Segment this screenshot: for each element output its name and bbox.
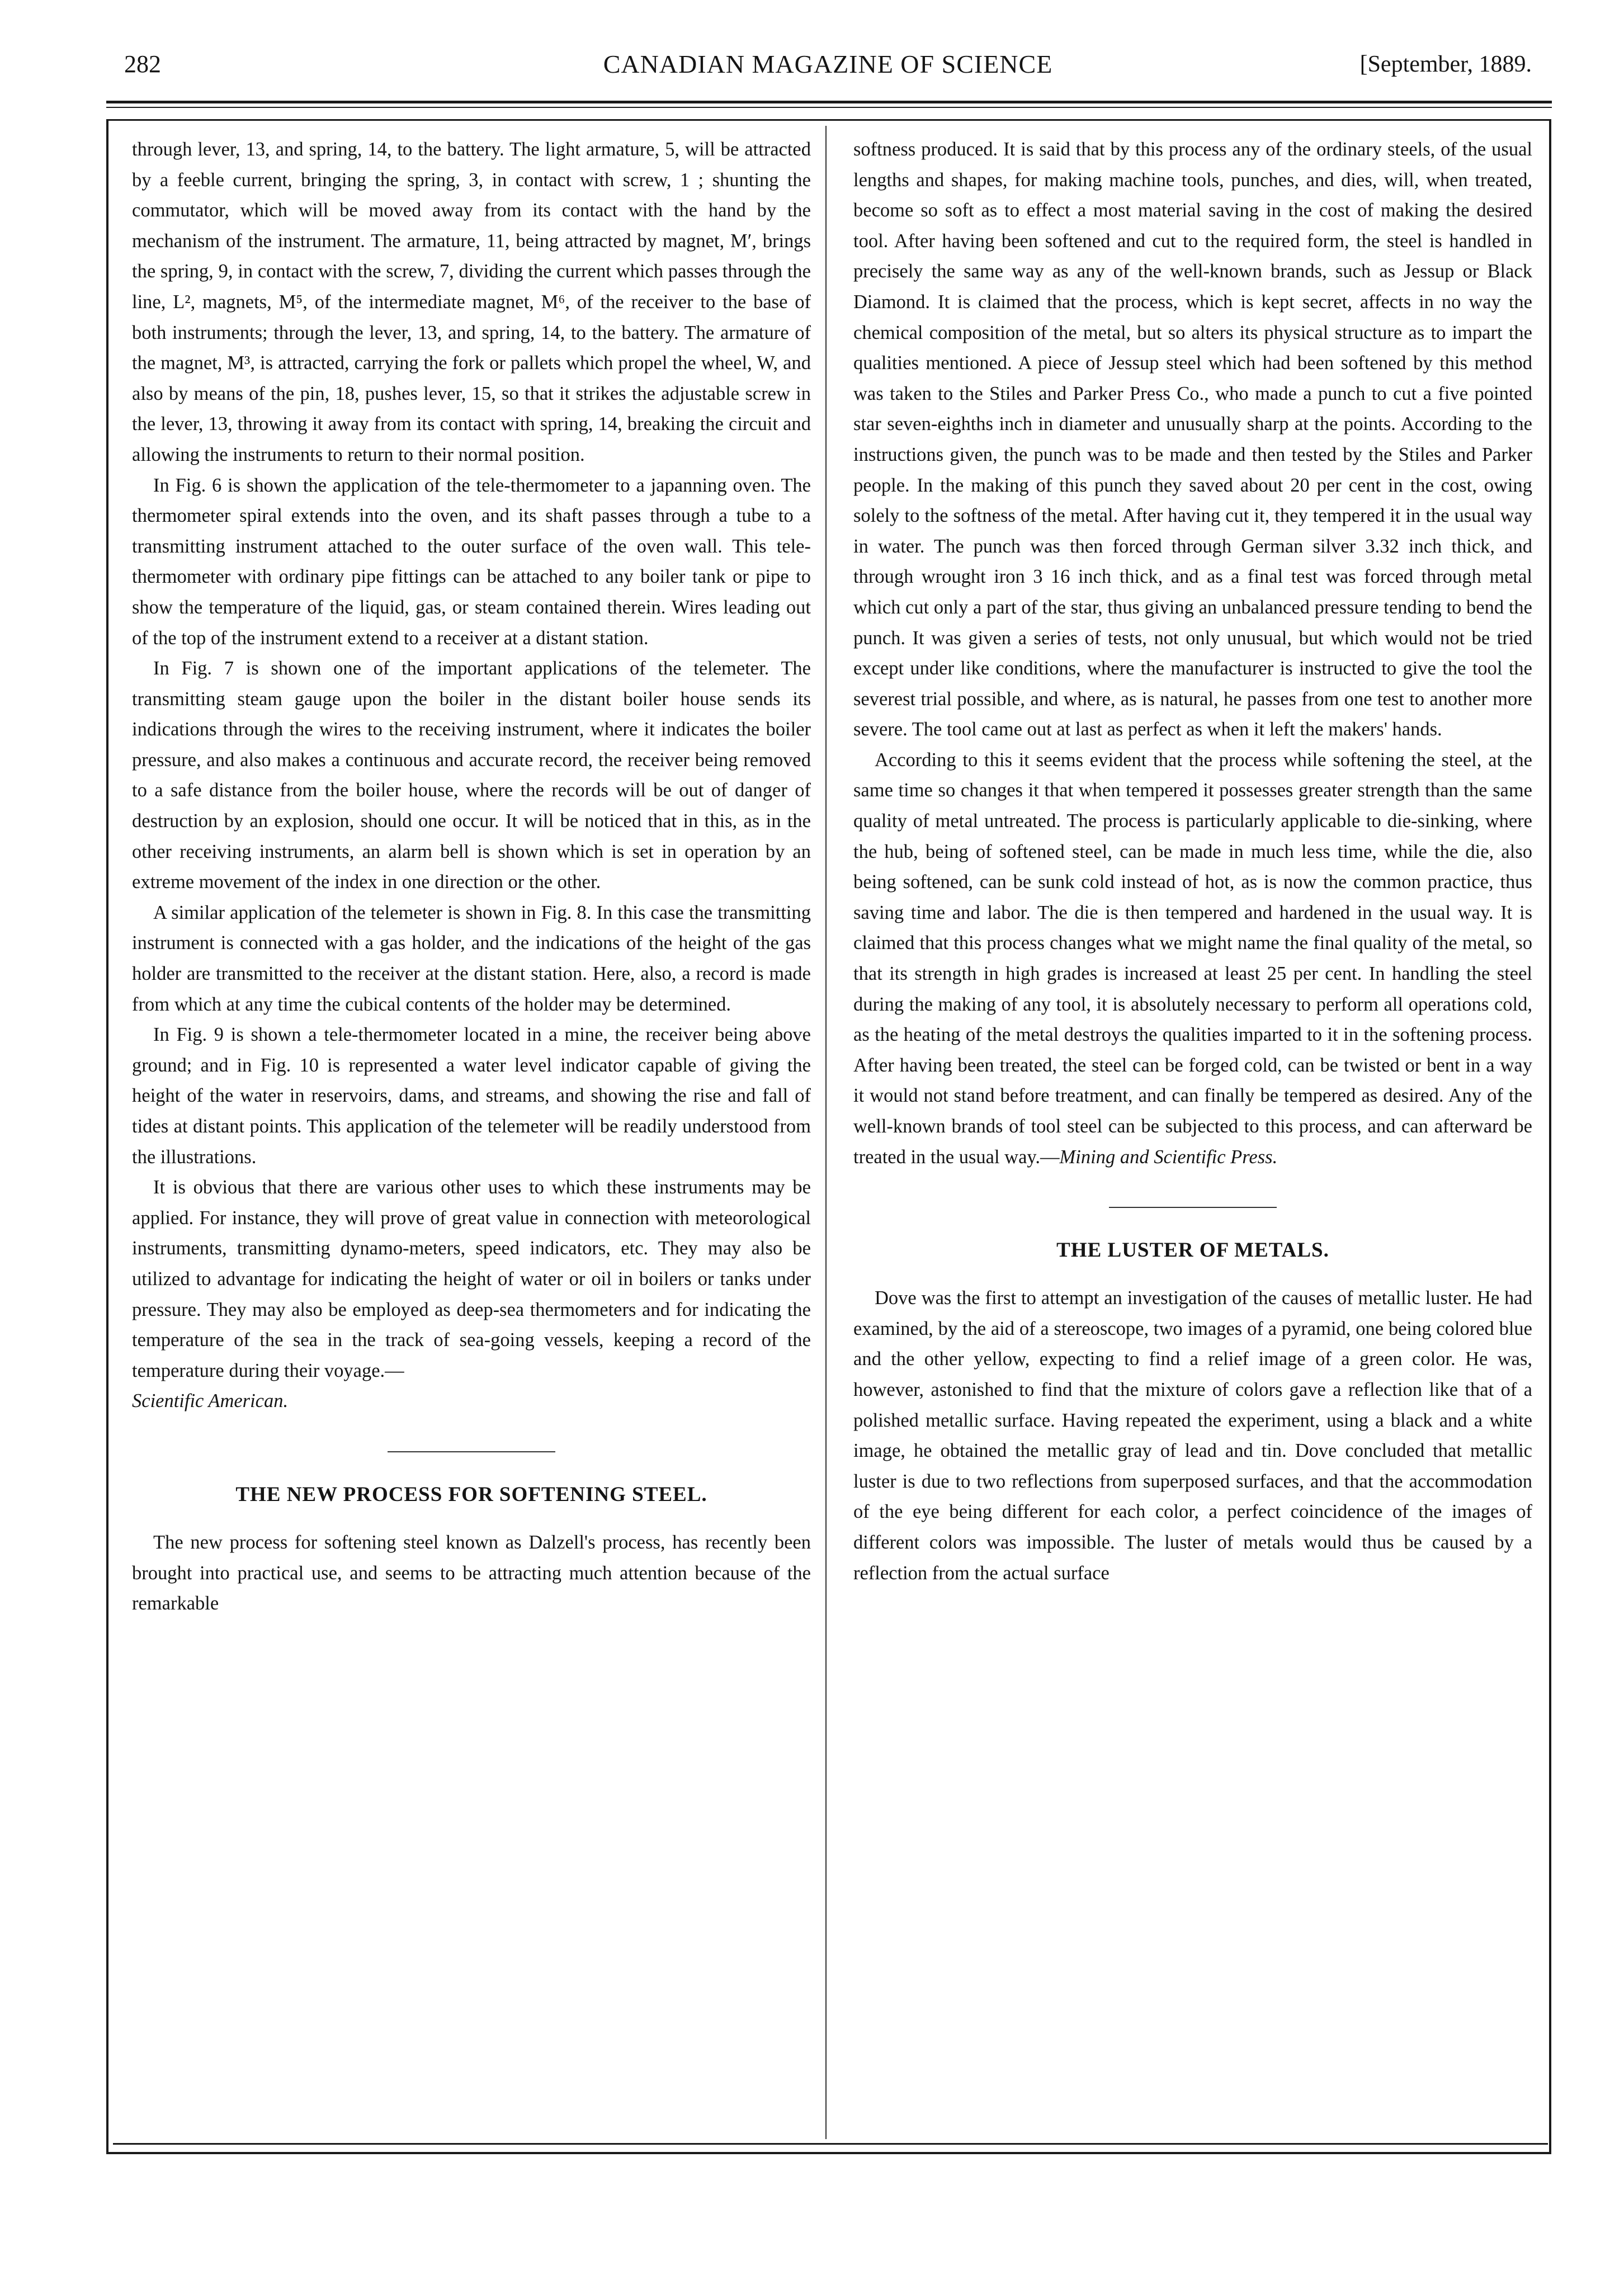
source-scientific-american: Scientific American.	[132, 1390, 289, 1412]
column-divider	[825, 126, 827, 2139]
paragraph: through lever, 13, and spring, 14, to the battery. The light armature, 5, will be attracted by a feeble current, bringing the spring, 3, in contact with screw, 1 ; shunting the commutator, which will be moved away from its contact with the hand by the mechanism of the instrument. The armature, 11, being attracted by magnet, M′, brings the spring, 9, in contact with the screw, 7, dividing the current which passes through the line, L², magnets, M⁵, of the intermediate magnet, M⁶, of the receiver to the base of both instruments; through the lever, 13, and spring, 14, to the battery. The armature of the magnet, M³, is attracted, carrying the fork or pallets which propel the wheel, W, and also by means of the pin, 18, pushes lever, 15, so that it strikes the adjustable screw in the lever, 13, throwing it away from its contact with spring, 14, breaking the circuit and allowing the instruments to return to their normal position.	[132, 139, 811, 465]
paragraph: In Fig. 6 is shown the application of the tele-thermometer to a japanning oven. The thermometer spiral extends into the oven, and its shaft passes through a tube to a transmitting instrument attached to the outer surface of the oven wall. This tele-thermometer with ordinary pipe fittings can be attached to any boiler tank or pipe to show the temperature of the liquid, gas, or steam contained therein. Wires leading out of the top of the instrument extend to a receiver at a distant station.	[132, 474, 811, 649]
frame-bottom-rule	[113, 2143, 1548, 2145]
magazine-title: CANADIAN MAGAZINE OF SCIENCE	[603, 50, 1053, 78]
header-rule-thin	[106, 107, 1552, 108]
page-number: 282	[124, 50, 161, 78]
paragraph: The new process for softening steel known as Dalzell's process, has recently been brought into practical use, and seems to be attracting much attention because of the remarkable	[132, 1531, 811, 1615]
article-title-luster-of-metals: THE LUSTER OF METALS.	[1056, 1239, 1329, 1262]
paragraph: A similar application of the telemeter is shown in Fig. 8. In this case the transmitting instrument is connected with a gas holder, and the indications of the height of the gas holder are transmitted to the receiver at the distant station. Here, also, a record is made from which at any time the cubical contents of the holder may be determined.	[132, 901, 811, 1015]
right-column	[853, 134, 1532, 1588]
paragraph	[853, 745, 1532, 1172]
issue-date: [September, 1889.	[1359, 51, 1532, 77]
page-header	[124, 45, 1532, 84]
left-column	[132, 134, 811, 1619]
source-mining-scientific-press: Mining and Scientific Press.	[1059, 1146, 1278, 1168]
paragraph-text: According to this it seems evident that the process while softening the steel, at the same time so changes it that when tempered it possesses greater strength than the same quality of metal untreated. The process is particularly applicable to die-sinking, where the hub, being of softened steel, can be made in much less time, while the die, also being softened, can be sunk cold instead of hot, as is now the common practice, thus saving time and labor. The die is then tempered and hardened in the usual way. It is claimed that this process changes what we might name the final quality of the metal, so that its strength in high grades is increased at least 25 per cent. In handling the steel during the making of any tool, it is absolutely necessary to perform all operations cold, as the heating of the metal destroys the qualities imparted to it in the softening process. After having been treated, the steel can be forged cold, can be twisted or bent in a way it would not stand before treatment, and can finally be tempered as desired. Any of the well-known brands of tool steel can be subjected to this process, and can afterward be treated in the usual way.—	[853, 749, 1532, 1168]
paragraph: It is obvious that there are various other uses to which these instruments may be applied. For instance, they will prove of great value in connection with meteorological instruments, transmitting dynamo-meters, speed indicators, etc. They may also be utilized to advantage for indicating the height of water or oil in boilers or tanks under pressure. They may also be employed as deep-sea thermometers and for indicating the temperature of the sea in the track of sea-going vessels, keeping a record of the temperature during their voyage.—	[132, 1177, 811, 1381]
paragraph: In Fig. 7 is shown one of the important applications of the telemeter. The transmitting steam gauge upon the boiler in the distant boiler house sends its indications through the wires to the receiving instrument, where it indicates the boiler pressure, and also makes a continuous and accurate record, the receiver being removed to a safe distance from the boiler house, where the records will be out of danger of destruction by an explosion, should one occur. It will be noticed that in this, as in the other receiving instruments, an alarm bell is shown which is set in operation by an extreme movement of the index in one direction or the other.	[132, 658, 811, 893]
source-citation	[132, 1386, 811, 1417]
paragraph: In Fig. 9 is shown a tele-thermometer located in a mine, the receiver being above ground; and in Fig. 10 is represented a water level indicator capable of giving the height of the water in reservoirs, dams, and streams, and showing the rise and fall of tides at distant points. This application of the telemeter will be readily understood from the illustrations.	[132, 1024, 811, 1168]
header-rule	[106, 101, 1552, 103]
article-title-softening-steel: THE NEW PROCESS FOR SOFTENING STEEL.	[235, 1483, 707, 1506]
paragraph: softness produced. It is said that by this process any of the ordinary steels, of the usual lengths and shapes, for making machine tools, punches, and dies, will, when treated, become so soft as to effect a most material saving in the cost of making the desired tool. After having been softened and cut to the required form, the steel is handled in precisely the same way as any of the well-known brands, such as Jessup or Black Diamond. It is claimed that the process, which is kept secret, affects in no way the chemical composition of the metal, but so alters its physical structure as to impart the qualities mentioned. A piece of Jessup steel which had been softened by this method was taken to the Stiles and Parker Press Co., who made a punch to cut a five pointed star seven-eighths inch in diameter and unusually sharp at the points. According to the instructions given, the punch was to be made and then tested by the Stiles and Parker people. In the making of this punch they saved about 20 per cent in the cost, owing solely to the softness of the metal. After having cut it, they tempered it in the usual way in water. The punch was then forced through German silver 3.32 inch thick, and through wrought iron 3 16 inch thick, and as a final test was forced through metal which cut only a part of the star, thus giving an unbalanced pressure tending to bend the punch. It was given a series of tests, not only unusual, but which would not be tried except under like conditions, where the manufacturer is instructed to give the tool the severest trial possible, and where, as is natural, he passes from one test to another more severe. The tool came out at last as perfect as when it left the makers' hands.	[853, 139, 1532, 740]
paragraph: Dove was the first to attempt an investigation of the causes of metallic luster. He had examined, by the aid of a stereoscope, two images of a pyramid, one being colored blue and the other yellow, expecting to find a relief image of a green color. He was, however, astonished to find that the mixture of colors gave a reflection like that of a polished metallic surface. Having repeated the experiment, using a black and a white image, he obtained the metallic gray of lead and tin. Dove concluded that metallic luster is due to two reflections from superposed surfaces, and that the accommodation of the eye being different for each color, a perfect coincidence of the images of different colors was impossible. The luster of metals would thus be caused by a reflection from the actual surface	[853, 1287, 1532, 1584]
